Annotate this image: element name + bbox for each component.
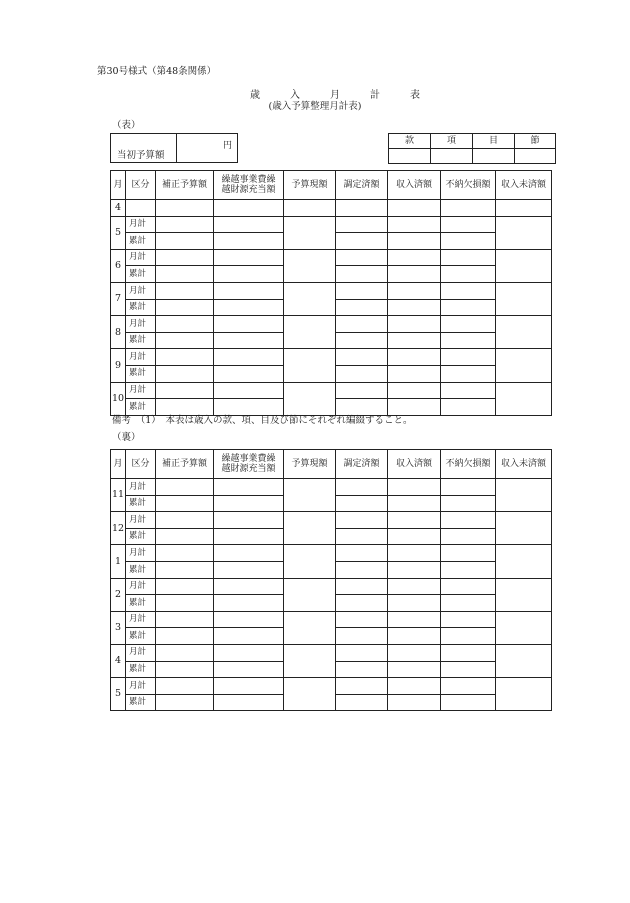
received-cell[interactable] <box>388 528 441 545</box>
supplementary-cell[interactable] <box>156 644 214 661</box>
deficit-cell[interactable] <box>441 399 496 416</box>
supplementary-cell[interactable] <box>156 266 214 283</box>
supplementary-cell[interactable] <box>156 365 214 382</box>
current-budget-cell[interactable] <box>284 644 336 677</box>
assessed-cell[interactable] <box>336 349 388 366</box>
received-cell[interactable] <box>388 282 441 299</box>
assessed-cell[interactable] <box>336 479 388 496</box>
received-cell[interactable] <box>388 628 441 645</box>
unreceived-cell[interactable] <box>496 611 552 644</box>
account-header-setsu: 節 <box>515 134 556 149</box>
supplementary-header: 補正予算額 <box>156 171 214 200</box>
received-cell[interactable] <box>388 495 441 512</box>
deficit-cell[interactable] <box>441 282 496 299</box>
entry-cell[interactable] <box>388 200 441 217</box>
deficit-cell[interactable] <box>441 561 496 578</box>
assessed-cell[interactable] <box>336 316 388 333</box>
received-cell[interactable] <box>388 233 441 250</box>
carryover-cell[interactable] <box>214 316 284 333</box>
carryover-cell[interactable] <box>214 299 284 316</box>
month-cell: 6 <box>111 249 126 282</box>
deficit-cell[interactable] <box>441 512 496 529</box>
received-cell[interactable] <box>388 479 441 496</box>
assessed-cell[interactable] <box>336 512 388 529</box>
received-cell[interactable] <box>388 545 441 562</box>
current-budget-cell[interactable] <box>284 382 336 415</box>
account-header-moku: 目 <box>473 134 515 149</box>
current-budget-cell[interactable] <box>284 545 336 578</box>
carryover-header-line1: 繰越事業費繰 <box>221 454 276 464</box>
front-side-label: （表） <box>112 120 141 131</box>
cumulative-total-label: 累計 <box>126 628 156 645</box>
assessed-cell[interactable] <box>336 561 388 578</box>
assessed-cell[interactable] <box>336 382 388 399</box>
account-cell-setsu[interactable] <box>515 149 556 164</box>
table-row <box>111 382 552 399</box>
assessed-header: 調定済額 <box>336 171 388 200</box>
entry-cell[interactable] <box>336 200 388 217</box>
assessed-cell[interactable] <box>336 216 388 233</box>
supplementary-cell[interactable] <box>156 611 214 628</box>
assessed-cell[interactable] <box>336 233 388 250</box>
title-char: 月 <box>330 90 340 101</box>
supplementary-cell[interactable] <box>156 282 214 299</box>
carryover-cell[interactable] <box>214 365 284 382</box>
deficit-cell[interactable] <box>441 528 496 545</box>
received-cell[interactable] <box>388 578 441 595</box>
entry-cell[interactable] <box>156 200 214 217</box>
account-header-kou: 項 <box>431 134 473 149</box>
received-header: 収入済額 <box>388 450 441 479</box>
cumulative-total-label: 累計 <box>126 399 156 416</box>
supplementary-cell[interactable] <box>156 233 214 250</box>
assessed-cell[interactable] <box>336 661 388 678</box>
carryover-header-line1: 繰越事業費繰 <box>221 175 276 185</box>
month-cell: 9 <box>111 349 126 382</box>
initial-budget-box <box>110 133 238 163</box>
title-char: 入 <box>290 90 300 101</box>
initial-budget-label: 当初予算額 <box>117 150 165 161</box>
supplementary-cell[interactable] <box>156 694 214 711</box>
monthly-total-label: 月計 <box>126 349 156 366</box>
assessed-cell[interactable] <box>336 644 388 661</box>
unreceived-cell[interactable] <box>496 349 552 382</box>
carryover-cell[interactable] <box>214 595 284 612</box>
supplementary-cell[interactable] <box>156 399 214 416</box>
deficit-cell[interactable] <box>441 316 496 333</box>
assessed-cell[interactable] <box>336 249 388 266</box>
table-row <box>111 249 552 266</box>
table-row <box>111 200 552 217</box>
monthly-total-label: 月計 <box>126 282 156 299</box>
unreceived-cell[interactable] <box>496 512 552 545</box>
supplementary-cell[interactable] <box>156 561 214 578</box>
carryover-cell[interactable] <box>214 233 284 250</box>
unreceived-cell[interactable] <box>496 578 552 611</box>
deficit-cell[interactable] <box>441 479 496 496</box>
supplementary-cell[interactable] <box>156 382 214 399</box>
carryover-cell[interactable] <box>214 694 284 711</box>
back-side-label: （裏） <box>112 432 141 443</box>
carryover-cell[interactable] <box>214 332 284 349</box>
carryover-cell[interactable] <box>214 512 284 529</box>
supplementary-cell[interactable] <box>156 595 214 612</box>
account-classification-table <box>388 133 556 164</box>
current-budget-cell[interactable] <box>284 282 336 315</box>
deficit-cell[interactable] <box>441 365 496 382</box>
supplementary-cell[interactable] <box>156 628 214 645</box>
month-cell: 4 <box>111 200 126 217</box>
account-cell-kou[interactable] <box>431 149 473 164</box>
assessed-cell[interactable] <box>336 365 388 382</box>
current-budget-cell[interactable] <box>284 678 336 711</box>
received-cell[interactable] <box>388 561 441 578</box>
current-budget-cell[interactable] <box>284 479 336 512</box>
deficit-header: 不納欠損額 <box>441 450 496 479</box>
received-cell[interactable] <box>388 332 441 349</box>
unreceived-cell[interactable] <box>496 282 552 315</box>
entry-cell[interactable] <box>284 200 336 217</box>
assessed-cell[interactable] <box>336 495 388 512</box>
table-row <box>111 349 552 366</box>
cumulative-total-label: 累計 <box>126 661 156 678</box>
deficit-cell[interactable] <box>441 249 496 266</box>
cumulative-total-label: 累計 <box>126 561 156 578</box>
supplementary-cell[interactable] <box>156 528 214 545</box>
supplementary-cell[interactable] <box>156 512 214 529</box>
assessed-cell[interactable] <box>336 282 388 299</box>
received-cell[interactable] <box>388 299 441 316</box>
deficit-cell[interactable] <box>441 644 496 661</box>
received-cell[interactable] <box>388 595 441 612</box>
supplementary-cell[interactable] <box>156 249 214 266</box>
unreceived-header: 収入未済額 <box>496 171 552 200</box>
unreceived-cell[interactable] <box>496 249 552 282</box>
month-cell: 11 <box>111 479 126 512</box>
cumulative-total-label: 累計 <box>126 299 156 316</box>
table-row <box>111 282 552 299</box>
assessed-cell[interactable] <box>336 595 388 612</box>
carryover-header <box>214 171 284 200</box>
supplementary-cell[interactable] <box>156 578 214 595</box>
assessed-cell[interactable] <box>336 332 388 349</box>
received-cell[interactable] <box>388 266 441 283</box>
supplementary-header: 補正予算額 <box>156 450 214 479</box>
assessed-cell[interactable] <box>336 611 388 628</box>
monthly-total-label: 月計 <box>126 249 156 266</box>
received-cell[interactable] <box>388 399 441 416</box>
cumulative-total-label: 累計 <box>126 266 156 283</box>
month-cell: 5 <box>111 216 126 249</box>
supplementary-cell[interactable] <box>156 545 214 562</box>
received-cell[interactable] <box>388 611 441 628</box>
deficit-cell[interactable] <box>441 233 496 250</box>
unreceived-cell[interactable] <box>496 479 552 512</box>
supplementary-cell[interactable] <box>156 661 214 678</box>
assessed-cell[interactable] <box>336 399 388 416</box>
current-budget-header: 予算現額 <box>284 171 336 200</box>
month-cell: 1 <box>111 545 126 578</box>
supplementary-cell[interactable] <box>156 216 214 233</box>
carryover-cell[interactable] <box>214 644 284 661</box>
document-subtitle: (歳入予算整理月計表) <box>268 101 362 112</box>
deficit-cell[interactable] <box>441 299 496 316</box>
received-cell[interactable] <box>388 316 441 333</box>
unreceived-cell[interactable] <box>496 382 552 415</box>
deficit-header: 不納欠損額 <box>441 171 496 200</box>
carryover-cell[interactable] <box>214 495 284 512</box>
account-cell-kan[interactable] <box>389 149 431 164</box>
current-budget-cell[interactable] <box>284 216 336 249</box>
monthly-total-label: 月計 <box>126 512 156 529</box>
supplementary-cell[interactable] <box>156 316 214 333</box>
carryover-cell[interactable] <box>214 628 284 645</box>
supplementary-cell[interactable] <box>156 332 214 349</box>
monthly-total-label: 月計 <box>126 644 156 661</box>
carryover-cell[interactable] <box>214 528 284 545</box>
deficit-cell[interactable] <box>441 216 496 233</box>
assessed-cell[interactable] <box>336 528 388 545</box>
received-header: 収入済額 <box>388 171 441 200</box>
received-cell[interactable] <box>388 661 441 678</box>
unreceived-cell[interactable] <box>496 216 552 249</box>
entry-cell[interactable] <box>441 200 496 217</box>
budget-divider <box>176 134 177 162</box>
month-cell: 12 <box>111 512 126 545</box>
unreceived-cell[interactable] <box>496 644 552 677</box>
cumulative-total-label: 累計 <box>126 694 156 711</box>
deficit-cell[interactable] <box>441 332 496 349</box>
carryover-cell[interactable] <box>214 678 284 695</box>
unreceived-header: 収入未済額 <box>496 450 552 479</box>
back-ledger-table <box>110 449 552 711</box>
current-budget-cell[interactable] <box>284 512 336 545</box>
supplementary-cell[interactable] <box>156 479 214 496</box>
carryover-cell[interactable] <box>214 479 284 496</box>
monthly-total-label: 月計 <box>126 479 156 496</box>
monthly-total-label: 月計 <box>126 216 156 233</box>
carryover-cell[interactable] <box>214 216 284 233</box>
deficit-cell[interactable] <box>441 266 496 283</box>
carryover-cell[interactable] <box>214 382 284 399</box>
table-row <box>111 316 552 333</box>
deficit-cell[interactable] <box>441 628 496 645</box>
current-budget-cell[interactable] <box>284 611 336 644</box>
form-number: 第30号様式（第48条関係） <box>97 66 217 77</box>
deficit-cell[interactable] <box>441 678 496 695</box>
month-cell: 4 <box>111 644 126 677</box>
deficit-cell[interactable] <box>441 611 496 628</box>
deficit-cell[interactable] <box>441 595 496 612</box>
month-cell: 5 <box>111 678 126 711</box>
carryover-cell[interactable] <box>214 661 284 678</box>
account-cell-moku[interactable] <box>473 149 515 164</box>
received-cell[interactable] <box>388 365 441 382</box>
cumulative-total-label: 累計 <box>126 595 156 612</box>
table-row <box>111 512 552 529</box>
received-cell[interactable] <box>388 349 441 366</box>
front-ledger-table <box>110 170 552 416</box>
entry-cell[interactable] <box>496 200 552 217</box>
table-row <box>111 216 552 233</box>
cumulative-total-label: 累計 <box>126 495 156 512</box>
month-header: 月 <box>111 450 126 479</box>
table-row <box>111 545 552 562</box>
monthly-total-label: 月計 <box>126 678 156 695</box>
carryover-header <box>214 450 284 479</box>
received-cell[interactable] <box>388 249 441 266</box>
carryover-header-line2: 越財源充当額 <box>221 464 276 474</box>
supplementary-cell[interactable] <box>156 678 214 695</box>
yen-unit: 円 <box>222 141 232 151</box>
supplementary-cell[interactable] <box>156 495 214 512</box>
received-cell[interactable] <box>388 216 441 233</box>
month-cell: 10 <box>111 382 126 415</box>
month-cell: 7 <box>111 282 126 315</box>
carryover-cell[interactable] <box>214 561 284 578</box>
title-char: 計 <box>370 90 380 101</box>
received-cell[interactable] <box>388 678 441 695</box>
monthly-total-label: 月計 <box>126 545 156 562</box>
assessed-header: 調定済額 <box>336 450 388 479</box>
assessed-cell[interactable] <box>336 299 388 316</box>
table-row <box>111 678 552 695</box>
month-header: 月 <box>111 171 126 200</box>
carryover-cell[interactable] <box>214 249 284 266</box>
table-row <box>111 644 552 661</box>
deficit-cell[interactable] <box>441 382 496 399</box>
carryover-cell[interactable] <box>214 545 284 562</box>
deficit-cell[interactable] <box>441 349 496 366</box>
current-budget-cell[interactable] <box>284 578 336 611</box>
received-cell[interactable] <box>388 644 441 661</box>
table-row <box>111 578 552 595</box>
carryover-header-line2: 越財源充当額 <box>221 185 276 195</box>
carryover-cell[interactable] <box>214 399 284 416</box>
current-budget-header: 予算現額 <box>284 450 336 479</box>
deficit-cell[interactable] <box>441 694 496 711</box>
deficit-cell[interactable] <box>441 545 496 562</box>
current-budget-cell[interactable] <box>284 316 336 349</box>
unreceived-cell[interactable] <box>496 678 552 711</box>
document-title <box>250 86 420 101</box>
title-char: 歳 <box>250 90 260 101</box>
deficit-cell[interactable] <box>441 661 496 678</box>
assessed-cell[interactable] <box>336 694 388 711</box>
account-header-kan: 款 <box>389 134 431 149</box>
entry-cell[interactable] <box>214 200 284 217</box>
carryover-cell[interactable] <box>214 282 284 299</box>
remarks-note: 備考 （1） 本表は歳入の款、項、目及び節にそれぞれ編綴すること。 <box>112 415 413 426</box>
table-row <box>111 611 552 628</box>
supplementary-cell[interactable] <box>156 299 214 316</box>
entry-cell[interactable] <box>126 200 156 217</box>
current-budget-cell[interactable] <box>284 249 336 282</box>
received-cell[interactable] <box>388 694 441 711</box>
deficit-cell[interactable] <box>441 578 496 595</box>
supplementary-cell[interactable] <box>156 349 214 366</box>
unreceived-cell[interactable] <box>496 545 552 578</box>
month-cell: 2 <box>111 578 126 611</box>
month-cell: 8 <box>111 316 126 349</box>
monthly-total-label: 月計 <box>126 382 156 399</box>
carryover-cell[interactable] <box>214 266 284 283</box>
month-cell: 3 <box>111 611 126 644</box>
current-budget-cell[interactable] <box>284 349 336 382</box>
cumulative-total-label: 累計 <box>126 365 156 382</box>
carryover-cell[interactable] <box>214 578 284 595</box>
category-header: 区分 <box>126 450 156 479</box>
cumulative-total-label: 累計 <box>126 233 156 250</box>
category-header: 区分 <box>126 171 156 200</box>
assessed-cell[interactable] <box>336 628 388 645</box>
monthly-total-label: 月計 <box>126 316 156 333</box>
deficit-cell[interactable] <box>441 495 496 512</box>
received-cell[interactable] <box>388 512 441 529</box>
cumulative-total-label: 累計 <box>126 528 156 545</box>
carryover-cell[interactable] <box>214 611 284 628</box>
assessed-cell[interactable] <box>336 266 388 283</box>
assessed-cell[interactable] <box>336 578 388 595</box>
assessed-cell[interactable] <box>336 545 388 562</box>
monthly-total-label: 月計 <box>126 578 156 595</box>
cumulative-total-label: 累計 <box>126 332 156 349</box>
carryover-cell[interactable] <box>214 349 284 366</box>
unreceived-cell[interactable] <box>496 316 552 349</box>
monthly-total-label: 月計 <box>126 611 156 628</box>
assessed-cell[interactable] <box>336 678 388 695</box>
title-char: 表 <box>410 90 420 101</box>
received-cell[interactable] <box>388 382 441 399</box>
table-row <box>111 479 552 496</box>
